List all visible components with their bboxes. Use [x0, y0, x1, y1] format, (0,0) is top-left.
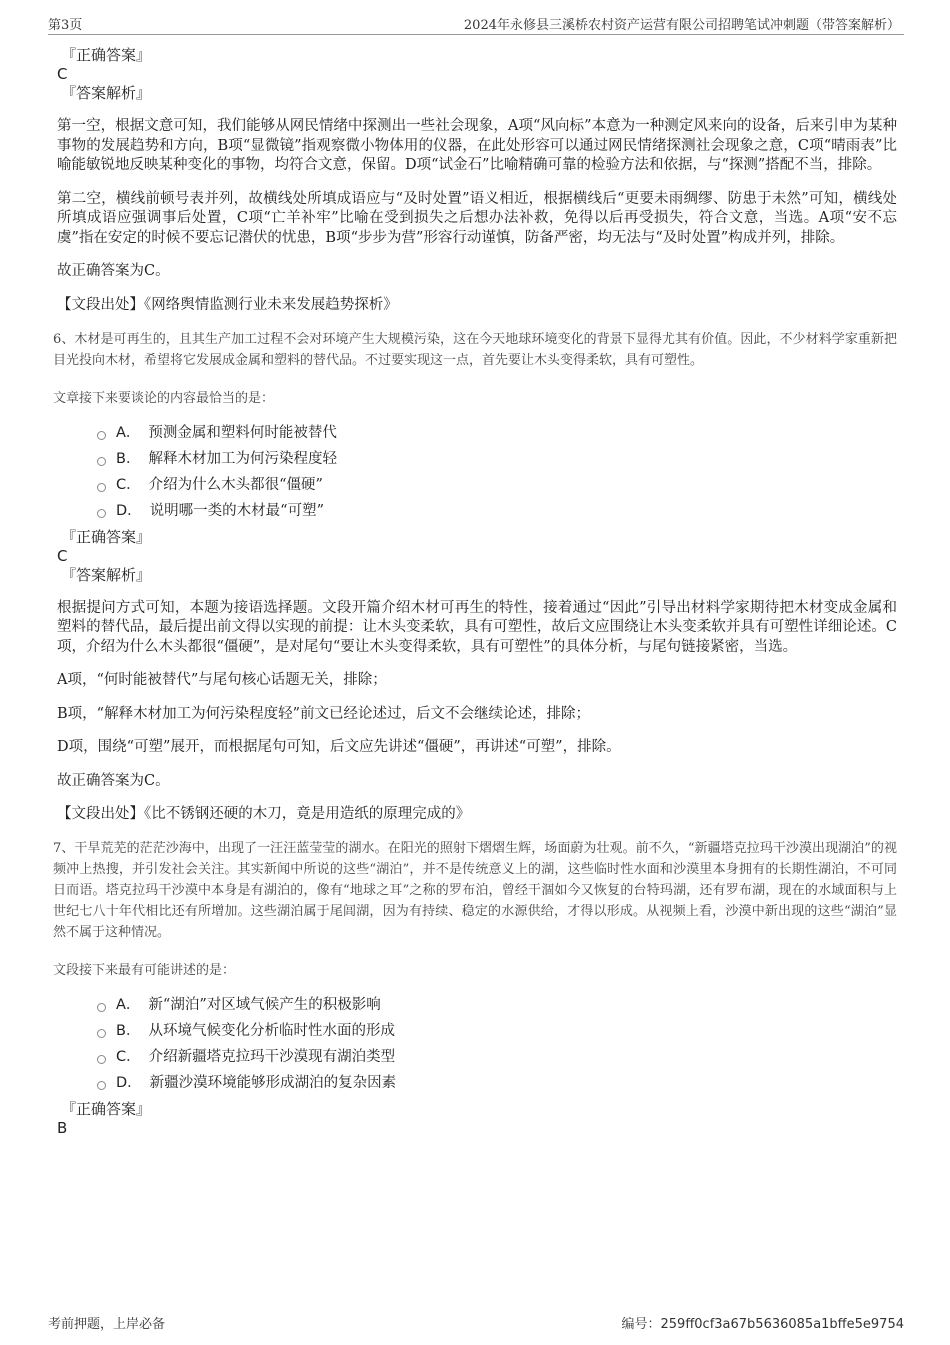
option-c[interactable]: C． 介绍为什么木头都很“僵硬” — [97, 472, 897, 498]
analysis-paragraph: 第二空，横线前顿号表并列，故横线处所填成语应与“及时处置”语义相近，根据横线后“更要未雨绸缪、防患于未然”可知，横线处所填成语应强调事后处置，C项“亡羊补牢”比喻在受到损失之后想办法补救，免得以后再受损失，符合文意，当选。A项“安不忘虞”指在安定的时候不要忘记潜伏的忧患，B项“步步为营”形容行动谨慎，防备严密，均无法与“及时处置”构成并列，排除。 — [57, 190, 897, 246]
option-b[interactable]: B． 解释木材加工为何污染程度轻 — [97, 446, 897, 472]
analysis-conclusion: 故正确答案为C。 — [57, 263, 170, 279]
radio-icon[interactable] — [97, 1081, 106, 1090]
code-value: 259ff0cf3a67b5636085a1bffe5e9754 — [660, 1317, 904, 1332]
question-prompt: 文章接下来要谈论的内容最恰当的是： — [53, 390, 275, 406]
question-stem: 6、木材是可再生的，且其生产加工过程不会对环境产生大规模污染，这在今天地球环境变化的背景下显得尤其有价值。因此，不少材料学家重新把目光投向木材，希望将它发展成金属和塑料的替代品。不过要实现这一点，首先要让木头变得柔软，具有可塑性。 — [53, 331, 897, 368]
answer-label: 『正确答案』 — [61, 527, 152, 546]
question-stem: 7、干旱荒芜的茫茫沙海中，出现了一汪汪蓝莹莹的湖水。在阳光的照射下熠熠生辉，场面蔚为壮观。前不久，“新疆塔克拉玛干沙漠出现湖泊”的视频冲上热搜，并引发社会关注。其实新闻中所说的这些“湖泊”，并不是传统意义上的湖，这些临时性水面和沙漠里本身拥有的长期性湖泊，不可同日而语。塔克拉玛干沙漠中本身是有湖泊的，像有“地球之耳”之称的罗布泊，曾经干涸如今又恢复的台特玛湖，还有罗布湖，现在的水域面积与上世纪七八十年代相比还有所增加。这些湖泊属于尾闾湖，因为有持续、稳定的水源供给，才得以形成。从视频上看，沙漠中新出现的这些“湖泊”显然不属于这种情况。 — [53, 841, 897, 940]
radio-icon[interactable] — [97, 483, 106, 492]
option-a[interactable]: A． 预测金属和塑料何时能被替代 — [97, 420, 897, 446]
document-title: 2024年永修县三溪桥农村资产运营有限公司招聘笔试冲刺题（带答案解析） — [463, 18, 900, 33]
analysis-paragraph: A项，“何时能被替代”与尾句核心话题无关，排除； — [57, 672, 387, 688]
radio-icon[interactable] — [97, 431, 106, 440]
answer-label: 『正确答案』 — [61, 1100, 152, 1118]
analysis-label: 『答案解析』 — [61, 84, 152, 102]
page-header — [48, 12, 904, 35]
page-number: 第3页 — [48, 18, 83, 33]
radio-icon[interactable] — [97, 1003, 106, 1012]
source-citation: 【文段出处】《网络舆情监测行业未来发展趋势探析》 — [57, 296, 398, 313]
option-b[interactable]: B． 从环境气候变化分析临时性水面的形成 — [97, 1018, 897, 1044]
answer-label: 『正确答案』 — [61, 46, 152, 64]
page-content — [53, 46, 897, 1138]
analysis-paragraph: D项，围绕“可塑”展开，而根据尾句可知，后文应先讲述“僵硬”，再讲述“可塑”，排除。 — [57, 739, 621, 755]
source-citation: 【文段出处】《比不锈钢还硬的木刀，竟是用造纸的原理完成的》 — [57, 806, 471, 822]
footer-slogan: 考前押题，上岸必备 — [48, 1317, 166, 1332]
radio-icon[interactable] — [97, 509, 106, 518]
option-d[interactable]: D． 新疆沙漠环境能够形成湖泊的复杂因素 — [97, 1070, 897, 1096]
analysis-paragraph: 根据提问方式可知，本题为接语选择题。文段开篇介绍木材可再生的特性，接着通过“因此”引导出材料学家期待把木材变成金属和塑料的替代品，最后提出前文得以实现的前提：让木头变柔软，具有可塑性，故后文应围绕让木头变柔软并具有可塑性详细论述。C项，介绍为什么木头都很“僵硬”，是对尾句“要让木头变得柔软，具有可塑性”的具体分析，与尾句链接紧密，当选。 — [57, 599, 897, 655]
analysis-label: 『答案解析』 — [61, 565, 152, 584]
option-a[interactable]: A． 新“湖泊”对区域气候产生的积极影响 — [97, 992, 897, 1018]
code-label: 编号： — [621, 1317, 661, 1332]
answer-value: B — [57, 1119, 68, 1137]
question-prompt: 文段接下来最有可能讲述的是： — [53, 963, 236, 978]
analysis-paragraph: 第一空，根据文意可知，我们能够从网民情绪中探测出一些社会现象，A项“风向标”本意为一种测定风来向的设备，后来引申为某种事物的发展趋势和方向，B项“显微镜”指观察微小物体用的仪器，在此处形容可以通过网民情绪探测社会现象之意，C项“晴雨表”比喻能敏锐地反映某种变化的事物，均符合文意，保留。D项“试金石”比喻精确可靠的检验方法和依据，与“探测”搭配不当，排除。 — [57, 118, 897, 173]
radio-icon[interactable] — [97, 1055, 106, 1064]
option-c[interactable]: C． 介绍新疆塔克拉玛干沙漠现有湖泊类型 — [97, 1044, 897, 1070]
option-d[interactable]: D． 说明哪一类的木材最“可塑” — [97, 498, 897, 524]
analysis-conclusion: 故正确答案为C。 — [57, 772, 170, 789]
options-list — [97, 992, 897, 1096]
answer-value: C — [57, 65, 68, 83]
footer-code — [621, 1313, 904, 1332]
radio-icon[interactable] — [97, 457, 106, 466]
options-list — [97, 420, 897, 524]
answer-value: C — [57, 546, 68, 565]
analysis-paragraph: B项，“解释木材加工为何污染程度轻”前文已经论述过，后文不会继续论述，排除； — [57, 705, 590, 722]
radio-icon[interactable] — [97, 1029, 106, 1038]
